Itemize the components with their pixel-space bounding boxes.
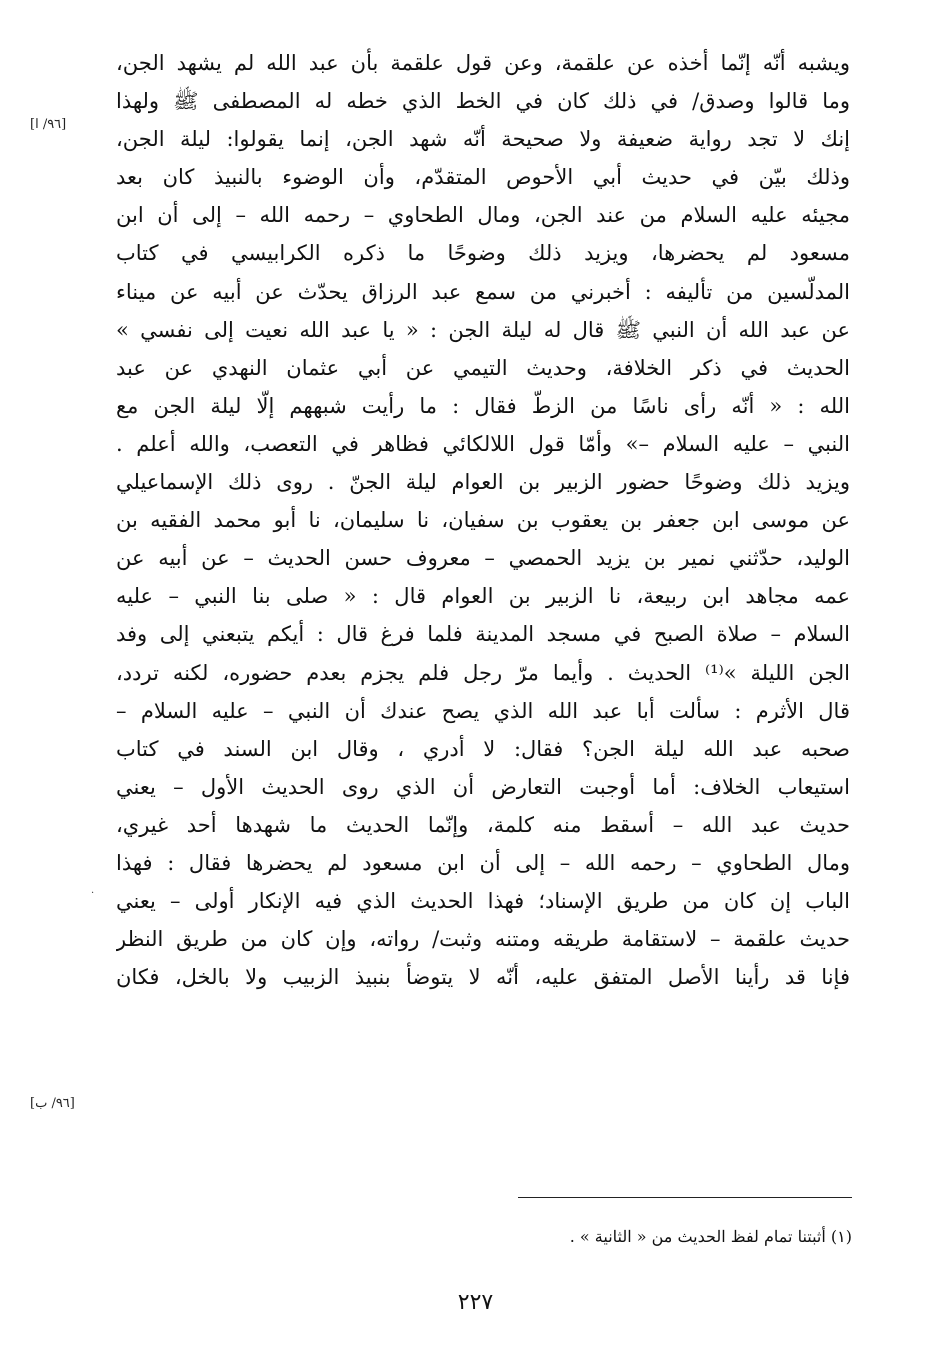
- footnote-separator: [518, 1197, 852, 1198]
- text-line: الجن الليلة »⁽¹⁾ الحديث . وأيما مرّ رجل فلم يجزم بعدم حضوره، لكنه تردد،: [116, 660, 850, 685]
- text-line: الحديث في ذكر الخلافة، وحديث التيمي عن أبي عثمان النهدي عن عبد: [116, 355, 850, 380]
- main-text-block: [116, 44, 850, 996]
- text-line: الوليد، حدّثني نمير بن يزيد الحمصي – معروف حسن الحديث – عن أبيه عن: [116, 546, 850, 571]
- text-line: حديث عبد الله – أسقط منه كلمة، وإنّما الحديث ما شهدها أحد غيري،: [116, 812, 850, 837]
- text-line: حديث علقمة – لاستقامة طريقه ومتنه وثبت/ رواته، وإن كان من طريق النظر: [116, 927, 850, 952]
- text-line: السلام – صلاة الصبح في مسجد المدينة فلما فرغ قال : أيكم يتبعني إلى وفد: [116, 622, 850, 647]
- text-line: ويزيد ذلك وضوحًا حضور الزبير بن العوام ليلة الجنّ . روى ذلك الإسماعيلي: [116, 470, 850, 495]
- text-line: النبي – عليه السلام –» وأمّا قول اللالكائي فظاهر في التعصب، والله أعلم .: [116, 431, 850, 456]
- text-line: الباب إن كان من طريق الإسناد؛ فهذا الحديث الذي فيه الإنكار أولى – يعني: [116, 889, 850, 914]
- text-line: مجيئه عليه السلام من عند الجن، ومال الطحاوي – رحمه الله – إلى أن ابن: [116, 203, 850, 228]
- scan-speck: ·: [91, 888, 95, 899]
- text-line: ومال الطحاوي – رحمه الله – إلى أن ابن مسعود لم يحضرها فقال : فهذا: [116, 850, 850, 875]
- margin-folio-note: [٩٦/ ب]: [30, 1096, 75, 1111]
- text-line: عن موسى ابن جعفر بن يعقوب بن سفيان، نا سليمان، نا أبو محمد الفقيه بن: [116, 508, 850, 533]
- text-line: إنك لا تجد رواية ضعيفة ولا صحيحة أنّه شهد الجن، إنما يقولوا: ليلة الجن،: [116, 127, 850, 152]
- text-line: وذلك بيّن في حديث أبي الأحوص المتقدّم، وأن الوضوء بالنبيذ كان بعد: [116, 165, 850, 190]
- text-line: فإنا قد رأينا الأصل المتفق عليه، أنّه لا يتوضأ بنبيذ الزبيب ولا بالخل، فكان: [116, 965, 850, 990]
- text-line: عن عبد الله أن النبي ﷺ قال له ليلة الجن : « يا عبد الله نعيت إلى نفسي »: [116, 317, 850, 342]
- text-line: ويشبه أنّه إنّما أخذه عن علقمة، وعن قول علقمة بأن عبد الله لم يشهد الجن،: [116, 51, 850, 75]
- text-line: الله : « أنّه رأى ناسًا من الزطّ فقال : ما رأيت شبههم إلّا ليلة الجن مع: [116, 393, 850, 418]
- margin-folio-note: [٩٦/ ا]: [30, 117, 67, 132]
- page-number: ٢٢٧: [457, 1290, 494, 1315]
- text-line: مسعود لم يحضرها، ويزيد ذلك وضوحًا ما ذكره الكرابيسي في كتاب: [116, 241, 850, 266]
- text-line: وما قالوا وصدق/ في ذلك كان في الخط الذي خطه له المصطفى ﷺ ولهذا: [116, 89, 850, 114]
- text-line: عمه مجاهد ابن ربيعة، نا الزبير بن العوام قال : « صلى بنا النبي – عليه: [116, 584, 850, 609]
- text-line: المدلّسين من تأليفه : أخبرني من سمع عبد الرزاق يحدّث عن أبيه عن ميناء: [116, 279, 850, 304]
- footnote: (١) أثبتنا تمام لفظ الحديث من « الثانية » .: [569, 1227, 852, 1246]
- text-line: صحبه عبد الله ليلة الجن؟ فقال: لا أدري ، وقال ابن السند في كتاب: [116, 736, 850, 761]
- text-line: قال الأثرم : سألت أبا عبد الله الذي يصح عندك أن النبي – عليه السلام –: [116, 698, 850, 723]
- text-line: استيعاب الخلاف: أما أوجبت التعارض أن الذي روى الحديث الأول – يعني: [116, 774, 850, 799]
